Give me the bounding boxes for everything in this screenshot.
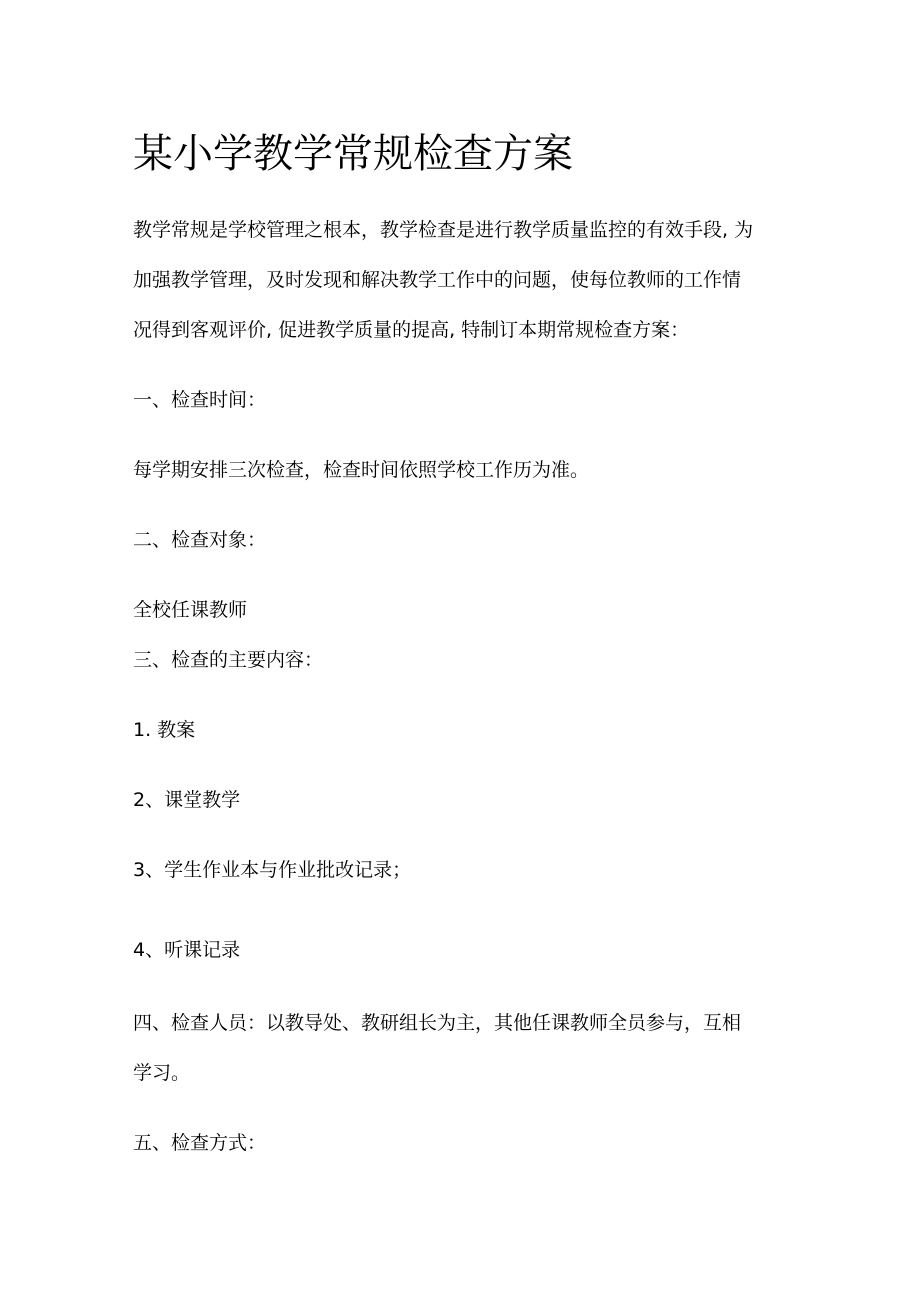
section-heading-personnel: 四、检查人员：以教导处、教研组长为主，其他任课教师全员参与，互相 — [133, 1012, 742, 1034]
section-heading-target: 二、检查对象： — [133, 529, 267, 551]
section-body-time: 每学期安排三次检查，检查时间依照学校工作历为准。 — [133, 459, 590, 481]
content-item-lesson-plan: 1. 教案 — [133, 719, 196, 741]
section-heading-method: 五、检查方式： — [133, 1132, 267, 1154]
section-heading-content: 三、检查的主要内容： — [133, 649, 324, 671]
section-body-target: 全校任课教师 — [133, 599, 248, 621]
content-item-classroom-teaching: 2、课堂教学 — [133, 789, 241, 811]
document-title: 某小学教学常规检查方案 — [133, 131, 573, 177]
intro-line-2: 加强教学管理，及时发现和解决教学工作中的问题，使每位教师的工作情 — [133, 269, 742, 291]
section-body-personnel-cont: 学习。 — [133, 1062, 191, 1084]
section-heading-time: 一、检查时间： — [133, 389, 267, 411]
content-item-observation-records: 4、听课记录 — [133, 939, 241, 961]
intro-line-1: 教学常规是学校管理之根本，教学检查是进行教学质量监控的有效手段, 为 — [133, 219, 754, 241]
content-item-homework: 3、学生作业本与作业批改记录； — [133, 859, 412, 881]
intro-line-3: 况得到客观评价, 促进教学质量的提高, 特制订本期常规检查方案： — [133, 319, 690, 341]
